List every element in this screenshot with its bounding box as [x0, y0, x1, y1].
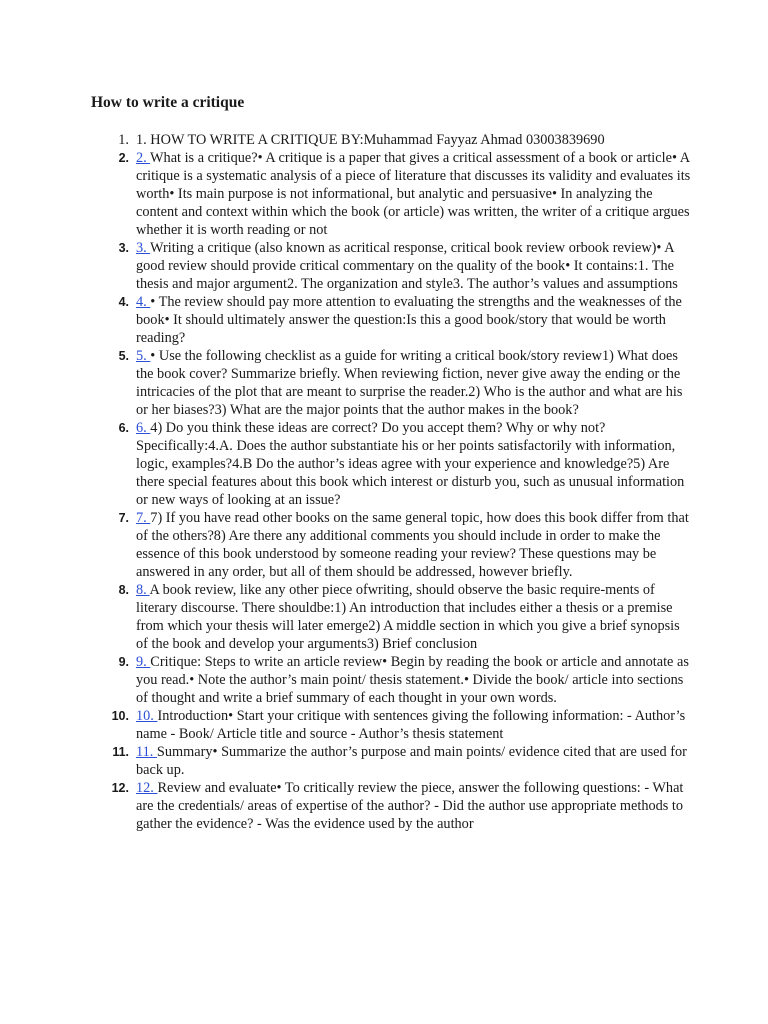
list-item-number: 3.	[118, 241, 129, 255]
list-item-number: 1.	[118, 132, 129, 148]
list-item	[107, 509, 692, 581]
slide-link[interactable]: 12.	[136, 780, 158, 796]
list-item-text: Introduction• Start your critique with sentences giving the following information: - Author’s name - Book/ Article title and source - Author’s thesis statement	[136, 708, 686, 742]
list-item	[107, 743, 692, 779]
list-item-text: Critique: Steps to write an article review• Begin by reading the book or article and annotate as you read.• Note the author’s main point/ thesis statement.• Divide the book/ article into sections of thought and write a brief summary of each thought in your own words.	[136, 654, 689, 706]
list-item-number: 6.	[118, 421, 129, 435]
list-item-text: What is a critique?• A critique is a paper that gives a critical assessment of a book or article• A critique is a systematic analysis of a piece of literature that discusses its validity and evaluates its worth• Its main purpose is not informational, but analytic and persuasive• In analyzing the content and context within which the book (or article) was written, the writer of a critique argues whether it is worth reading or not	[136, 150, 691, 238]
slide-link[interactable]: 7.	[136, 510, 151, 526]
list-item-text: Review and evaluate• To critically review the piece, answer the following questions: - What are the credentials/ areas of expertise of the author? - Did the author use appropriate methods to gather the evidence? - Was the evidence used by the author	[136, 780, 684, 832]
list-item-text: 7) If you have read other books on the same general topic, how does this book differ from that of the others?8) Are there any additional comments you should include in order to make the essence of this book understood by someone reading your review? These questions may be answered in any order, but all of them should be addressed, however briefly.	[136, 510, 689, 580]
list-item	[107, 653, 692, 707]
list-item	[107, 149, 692, 239]
list-item-text: • The review should pay more attention to evaluating the strengths and the weaknesses of the book• It should ultimately answer the question:Is this a good book/story that would be worth reading?	[136, 294, 682, 346]
list-item-number: 7.	[118, 511, 129, 525]
slide-link[interactable]: 6.	[136, 420, 151, 436]
list-item	[107, 707, 692, 743]
list-item-number: 11.	[112, 745, 129, 759]
list-item-number: 8.	[118, 583, 129, 597]
list-item	[107, 779, 692, 833]
list-item-number: 12.	[111, 781, 129, 795]
list-item-number: 10.	[111, 709, 129, 723]
list-item	[107, 239, 692, 293]
slide-link[interactable]: 11.	[136, 744, 157, 760]
critique-steps-list	[107, 131, 692, 833]
slide-link[interactable]: 2.	[136, 150, 151, 166]
list-item-text: A book review, like any other piece ofwriting, should observe the basic require-ments of literary discourse. There shouldbe:1) An introduction that includes either a thesis or a premise from which your thesis will later emerge2) A middle section in which you give a brief synopsis of the book and develop your arguments3) Brief conclusion	[136, 582, 680, 652]
list-item-number: 2.	[118, 151, 129, 165]
slide-link[interactable]: 8.	[136, 582, 150, 598]
slide-link[interactable]: 3.	[136, 240, 151, 256]
list-item	[107, 131, 692, 149]
list-item	[107, 347, 692, 419]
list-item-number: 4.	[118, 295, 129, 309]
slide-link[interactable]: 4.	[136, 294, 151, 310]
list-item-text: • Use the following checklist as a guide for writing a critical book/story review1) What does the book cover? Summarize briefly. When reviewing fiction, never give away the ending or the intricacies of the plot that are meant to surprise the reader.2) Who is the author and what are his or her biases?3) What are the major points that the author makes in the book?	[136, 348, 683, 418]
slide-link[interactable]: 5.	[136, 348, 151, 364]
list-item	[107, 293, 692, 347]
slide-link[interactable]: 10.	[136, 708, 158, 724]
list-item-text: Writing a critique (also known as acritical response, critical book review orbook review)• A good review should provide critical commentary on the quality of the book• It contains:1. The thesis and major argument2. The organization and style3. The author’s values and assumptions	[136, 240, 678, 292]
document-title: How to write a critique	[91, 94, 245, 111]
list-item-text: Summary• Summarize the author’s purpose and main points/ evidence cited that are used for back up.	[136, 744, 687, 778]
list-item-number: 9.	[118, 655, 129, 669]
list-item-text: 1. HOW TO WRITE A CRITIQUE BY:Muhammad Fayyaz Ahmad 03003839690	[136, 132, 605, 148]
list-item	[107, 419, 692, 509]
list-item-text: 4) Do you think these ideas are correct? Do you accept them? Why or why not? Specifically:4.A. Does the author substantiate his or her points satisfactorily with information, logic, examples?4.B Do the author’s ideas agree with your experience and knowledge?5) Are there special features about this book which interest or disturb you, such as unusual information or new ways of looking at an issue?	[136, 420, 685, 508]
list-item	[107, 581, 692, 653]
list-item-number: 5.	[118, 349, 129, 363]
slide-link[interactable]: 9.	[136, 654, 151, 670]
